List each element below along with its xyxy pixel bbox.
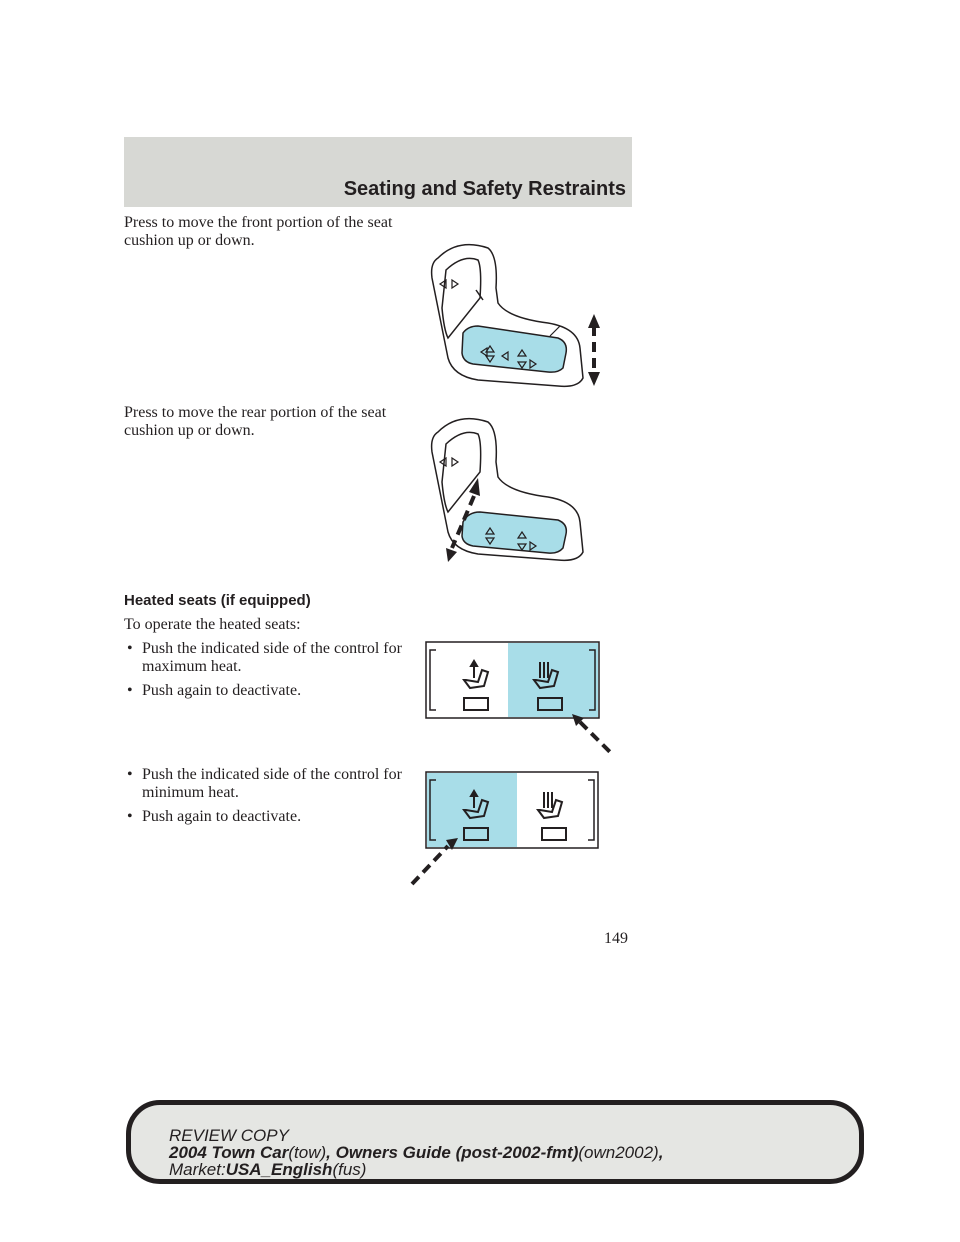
heated-seat-control-min-diagram: [404, 772, 604, 912]
vehicle-name: 2004 Town Car: [169, 1143, 289, 1162]
heated-seat-control-max-diagram: [426, 642, 626, 782]
market-code: (fus): [332, 1160, 367, 1179]
separator: ,: [326, 1143, 336, 1162]
rear-cushion-switch: [462, 512, 566, 553]
heated-seats-intro: To operate the heated seats:: [124, 616, 301, 633]
footer-market-line: [169, 1161, 663, 1178]
bullet-dot: •: [127, 808, 133, 825]
bullet-max-heat-push: [124, 640, 424, 676]
rear-cushion-seat-control-diagram: [418, 412, 618, 572]
bullet-dot: •: [127, 682, 133, 699]
front-cushion-switch: [462, 326, 566, 372]
footer-publication-line: [169, 1144, 663, 1161]
section-header: [124, 137, 632, 207]
bullet-text: Push the indicated side of the control for maximum heat.: [142, 640, 402, 675]
review-copy-footer: [126, 1100, 864, 1184]
rear-cushion-instruction: Press to move the rear portion of the seat cushion up or down.: [124, 404, 387, 439]
up-down-arrow-icon: [588, 314, 600, 386]
guide-code: (own2002): [578, 1143, 659, 1162]
section-title: Seating and Safety Restraints: [343, 178, 626, 200]
vehicle-code: (tow): [288, 1143, 327, 1162]
separator: ,: [658, 1143, 664, 1162]
front-cushion-instruction: Press to move the front portion of the seat cushion up or down.: [124, 214, 393, 249]
bullet-text: Push again to deactivate.: [142, 808, 302, 825]
bullet-text: Push the indicated side of the control for minimum heat.: [142, 766, 402, 801]
front-cushion-seat-control-diagram: [418, 238, 618, 398]
market-name: USA_English: [225, 1160, 333, 1179]
bullet-max-heat-deactivate: [124, 682, 424, 700]
review-copy-label: REVIEW COPY: [169, 1126, 289, 1145]
heated-seats-heading: Heated seats (if equipped): [124, 592, 311, 609]
guide-name: Owners Guide (post-2002-fmt): [335, 1143, 579, 1162]
bullet-dot: •: [127, 640, 133, 657]
max-heat-arrow-icon: [572, 714, 612, 754]
market-label: Market:: [169, 1160, 226, 1179]
bullet-min-heat-deactivate: [124, 808, 424, 826]
bullet-text: Push again to deactivate.: [142, 682, 302, 699]
page-number: 149: [604, 930, 628, 947]
bullet-min-heat-push: [124, 766, 424, 802]
bullet-dot: •: [127, 766, 133, 783]
